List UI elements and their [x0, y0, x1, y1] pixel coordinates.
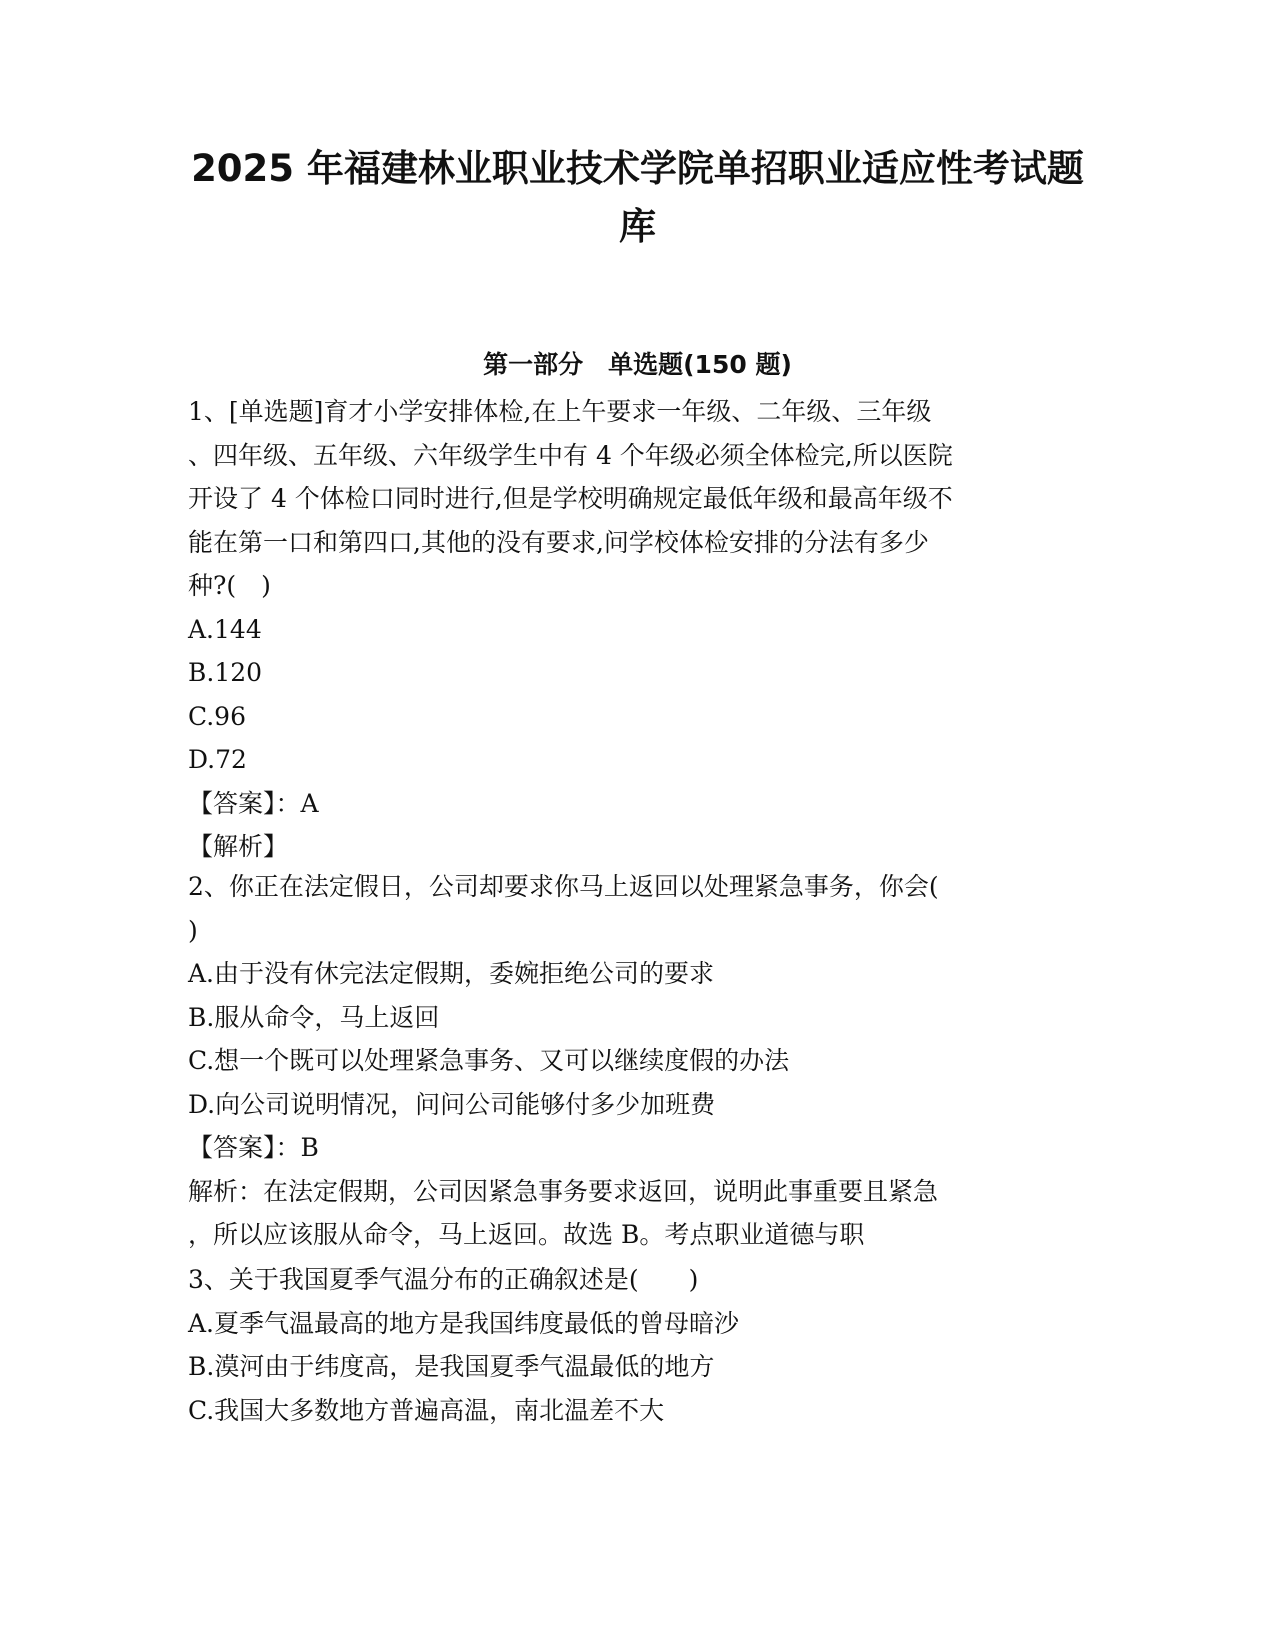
option-b: B.服从命令，马上返回	[188, 1002, 440, 1032]
option-b: B.120	[188, 658, 263, 687]
question-stem-line: 1、[单选题]育才小学安排体检,在上午要求一年级、二年级、三年级	[188, 397, 932, 426]
question-2	[188, 865, 1078, 1257]
option-d: D.72	[188, 745, 247, 774]
option-c: C.想一个既可以处理紧急事务、又可以继续度假的办法	[188, 1046, 790, 1075]
option-b: B.漠河由于纬度高，是我国夏季气温最低的地方	[188, 1352, 715, 1381]
analysis-line: 解析：在法定假期，公司因紧急事务要求返回，说明此事重要且紧急	[188, 1176, 939, 1206]
option-a: A.144	[188, 614, 262, 644]
question-stem-line: 3、关于我国夏季气温分布的正确叙述是( )	[188, 1265, 699, 1294]
option-c: C.我国大多数地方普遍高温，南北温差不大	[188, 1395, 665, 1425]
question-stem-line: 开设了 4 个体检口同时进行,但是学校明确规定最低年级和最高年级不	[188, 484, 953, 513]
document-title	[150, 140, 1125, 256]
analysis-line: 【解析】	[188, 832, 289, 861]
question-stem-line: 、四年级、五年级、六年级学生中有 4 个年级必须全体检完,所以医院	[188, 440, 953, 470]
option-a: A.由于没有休完法定假期，委婉拒绝公司的要求	[188, 959, 715, 988]
question-stem-line: 种?( )	[188, 571, 271, 600]
answer-line: 【答案】：A	[188, 788, 319, 818]
question-stem-line: 能在第一口和第四口,其他的没有要求,问学校体检安排的分法有多少	[188, 527, 929, 557]
question-1	[188, 390, 1078, 869]
question-stem-line: )	[188, 915, 198, 945]
option-c: C.96	[188, 701, 246, 731]
option-a: A.夏季气温最高的地方是我国纬度最低的曾母暗沙	[188, 1308, 740, 1338]
option-d: D.向公司说明情况，问问公司能够付多少加班费	[188, 1089, 716, 1119]
analysis-line: ，所以应该服从命令，马上返回。故选 B。考点职业道德与职	[188, 1220, 865, 1249]
section-heading: 第一部分 单选题(150 题)	[483, 350, 792, 379]
title-line: 库	[619, 205, 656, 248]
question-3	[188, 1258, 1078, 1432]
question-stem-line: 2、你正在法定假日，公司却要求你马上返回以处理紧急事务，你会(	[188, 872, 939, 901]
title-line: 2025 年福建林业职业技术学院单招职业适应性考试题	[191, 147, 1084, 190]
answer-line: 【答案】：B	[188, 1133, 319, 1162]
